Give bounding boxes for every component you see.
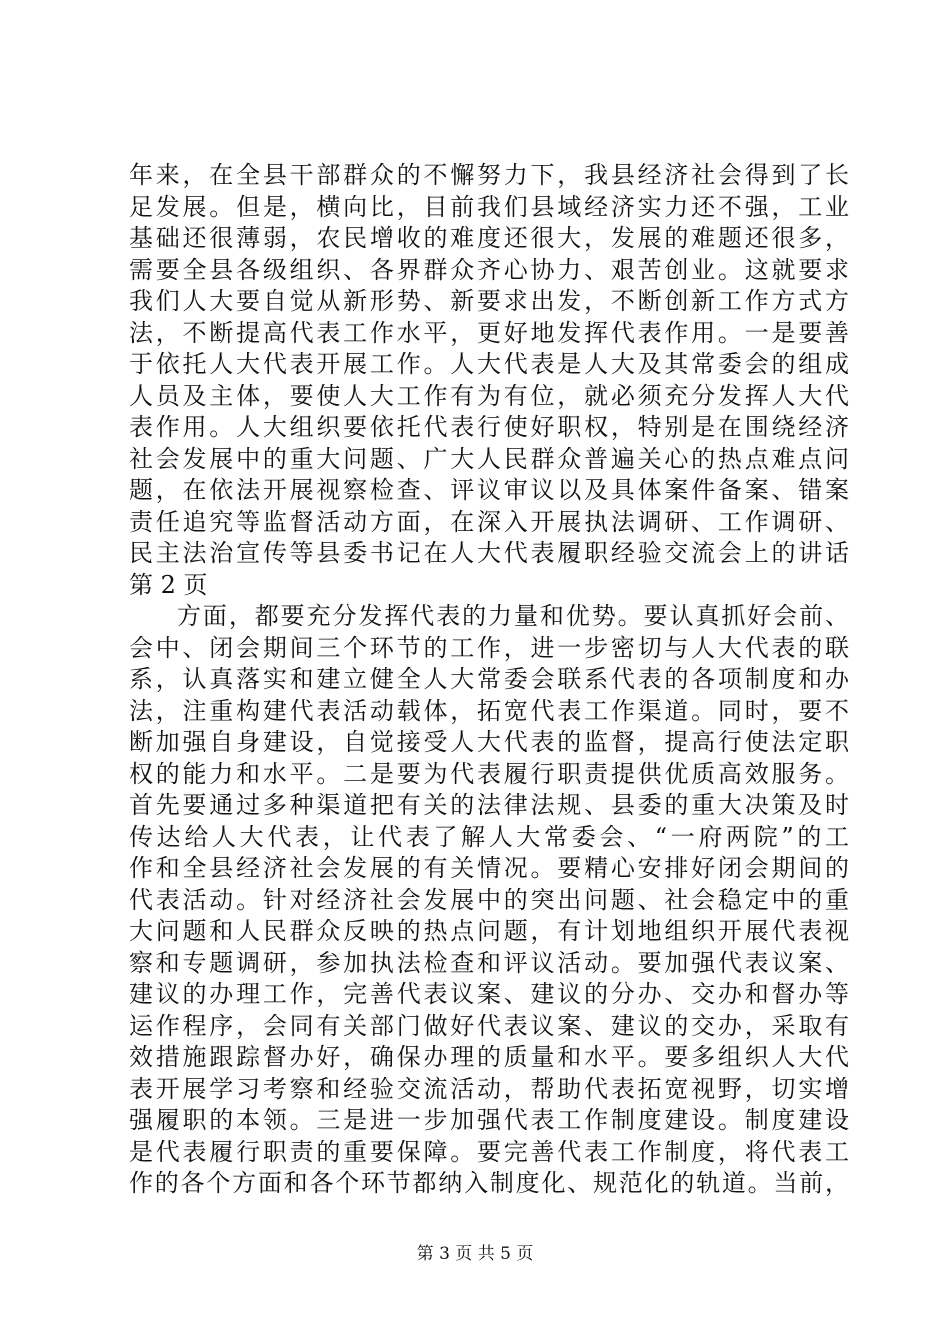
document-body [129,160,849,1200]
text-line: 代表活动。针对经济社会发展中的突出问题、社会稳定中的重 [129,885,849,914]
text-line: 系，认真落实和建立健全人大常委会联系代表的各项制度和办 [129,665,849,693]
text-line: 断加强自身建设，自觉接受人大代表的监督，提高行使法定职 [129,728,849,756]
text-line: 民主法治宣传等县委书记在人大代表履职经验交流会上的讲话 [129,539,849,567]
inline-page-marker: 第 2 页 [129,570,208,599]
text-line: 强履职的本领。三是进一步加强代表工作制度建设。制度建设 [129,1106,849,1134]
text-line: 年来，在全县干部群众的不懈努力下，我县经济社会得到了长 [129,161,849,189]
text-line: 作的各个方面和各个环节都纳入制度化、规范化的轨道。当前， [129,1169,849,1197]
page-number: 第 3 页 共 5 页 [416,1244,534,1264]
text-line: 责任追究等监督活动方面，在深入开展执法调研、工作调研、 [129,507,849,536]
text-line: 首先要通过多种渠道把有关的法律法规、县委的重大决策及时 [129,791,849,819]
paragraph-2 [129,601,849,1200]
text-line: 法，注重构建代表活动载体，拓宽代表工作渠道。同时，要不 [129,696,849,725]
text-line: 于依托人大代表开展工作。人大代表是人大及其常委会的组成 [129,350,849,378]
text-line: 建议的办理工作，完善代表议案、建议的分办、交办和督办等 [129,980,849,1008]
text-line: 表作用。人大组织要依托代表行使好职权，特别是在围绕经济 [129,413,849,441]
text-line: 是代表履行职责的重要保障。要完善代表工作制度，将代表工 [129,1137,849,1166]
text-line: 题，在依法开展视察检查、评议审议以及具体案件备案、错案 [129,476,849,504]
text-line: 会中、闭会期间三个环节的工作，进一步密切与人大代表的联 [129,633,849,662]
text-line: 效措施跟踪督办好，确保办理的质量和水平。要多组织人大代 [129,1043,849,1071]
text-line: 法，不断提高代表工作水平，更好地发挥代表作用。一是要善 [129,318,849,347]
page-footer [0,1243,950,1265]
text-line: 基础还很薄弱，农民增收的难度还很大，发展的难题还很多， [129,224,849,252]
text-line: 传达给人大代表，让代表了解人大常委会、“一府两院”的工 [129,822,849,851]
paragraph-1 [129,160,849,601]
text-line: 我们人大要自觉从新形势、新要求出发，不断创新工作方式方 [129,287,849,315]
text-line: 运作程序，会同有关部门做好代表议案、建议的交办，采取有 [129,1011,849,1040]
text-line: 作和全县经济社会发展的有关情况。要精心安排好闭会期间的 [129,854,849,882]
text-line: 大问题和人民群众反映的热点问题，有计划地组织开展代表视 [129,917,849,945]
text-line: 足发展。但是，横向比，目前我们县域经济实力还不强，工业 [129,192,849,221]
text-line: 社会发展中的重大问题、广大人民群众普遍关心的热点难点问 [129,444,849,473]
text-line: 察和专题调研，参加执法检查和评议活动。要加强代表议案、 [129,948,849,977]
text-line: 方面，都要充分发挥代表的力量和优势。要认真抓好会前、 [177,602,849,630]
text-line: 权的能力和水平。二是要为代表履行职责提供优质高效服务。 [129,759,849,788]
text-line: 表开展学习考察和经验交流活动，帮助代表拓宽视野，切实增 [129,1074,849,1103]
text-line: 需要全县各级组织、各界群众齐心协力、艰苦创业。这就要求 [129,255,849,284]
text-line: 人员及主体，要使人大工作有为有位，就必须充分发挥人大代 [129,381,849,410]
